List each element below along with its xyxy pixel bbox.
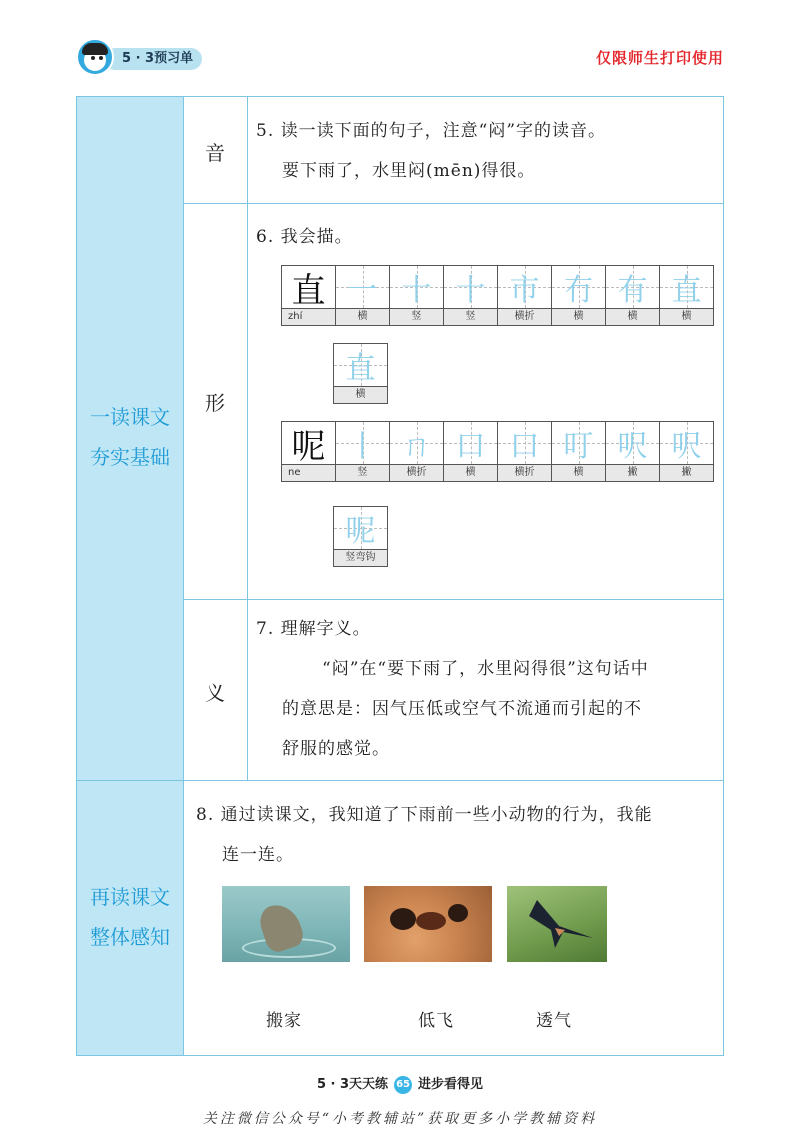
char-cell: 呢 ne [282,422,335,481]
stroke-grid-zhi-extra [333,343,388,404]
question-7-line-1: “闷”在“要下雨了，水里闷得很”这句话中 [322,659,649,679]
option-move-house[interactable]: 搬家 [266,1011,302,1031]
swallow-photo[interactable] [507,886,607,962]
stroke-cell: 十 竖 [389,266,443,325]
ants-photo[interactable] [364,886,492,962]
page-number: 65 [394,1076,412,1094]
question-7-line-3: 舒服的感觉。 [282,739,390,759]
section-title-basics-2: 夯实基础 [90,445,170,469]
stroke-cell: 冇 横 [551,266,605,325]
stroke-grid-ne-extra [333,506,388,567]
label-meaning: 义 [205,681,225,705]
section-title-basics-1: 一读课文 [90,405,170,429]
section-title-overview-1: 再读课文 [90,885,170,909]
stroke-cell: 口 横 [443,422,497,481]
stroke-cell: 呢 竖弯钩 [334,507,387,566]
question-7: 7. 理解字义。 [256,619,371,639]
stroke-cell: 口 横折 [497,422,551,481]
question-5-sentence: 要下雨了，水里闷(mēn)得很。 [282,161,536,181]
stroke-cell: 叮 横 [551,422,605,481]
print-notice: 仅限师生打印使用 [595,49,724,67]
question-5: 5. 读一读下面的句子，注意“闷”字的读音。 [256,121,607,141]
question-8: 8. 通过读课文，我知道了下雨前一些小动物的行为，我能 [196,805,653,825]
char-cell: 直 zhí [282,266,335,325]
stroke-cell: 直 横 [334,344,387,403]
stroke-cell: 一 横 [335,266,389,325]
stroke-cell: 市 横折 [497,266,551,325]
label-shape: 形 [205,391,225,415]
stroke-cell: 丨 竖 [335,422,389,481]
option-breathe[interactable]: 透气 [536,1011,572,1031]
stroke-grid-ne [281,421,714,482]
question-7-line-2: 的意思是：因气压低或空气不流通而引起的不 [282,699,642,719]
section-title-overview-2: 整体感知 [90,925,170,949]
stroke-cell: ㄇ 横折 [389,422,443,481]
stroke-cell: 呎 撇 [605,422,659,481]
label-sound: 音 [205,141,225,165]
series-badge: 5 · 3预习单 [104,48,202,70]
watermark-note: 关注微信公众号“小考教辅站”获取更多小学教辅资料 [202,1111,598,1127]
fish-photo[interactable] [222,886,350,962]
question-8-line-2: 连一连。 [222,845,294,865]
stroke-cell: 十 竖 [443,266,497,325]
stroke-grid-zhi [281,265,714,326]
stroke-cell: 有 横 [605,266,659,325]
question-6: 6. 我会描。 [256,227,353,247]
stroke-cell: 直 横 [659,266,713,325]
mascot-icon [76,38,114,76]
option-fly-low[interactable]: 低飞 [418,1011,454,1031]
stroke-cell: 呎 撇 [659,422,713,481]
page-footer: 5 · 3天天练 65 进步看得见 [316,1077,484,1092]
